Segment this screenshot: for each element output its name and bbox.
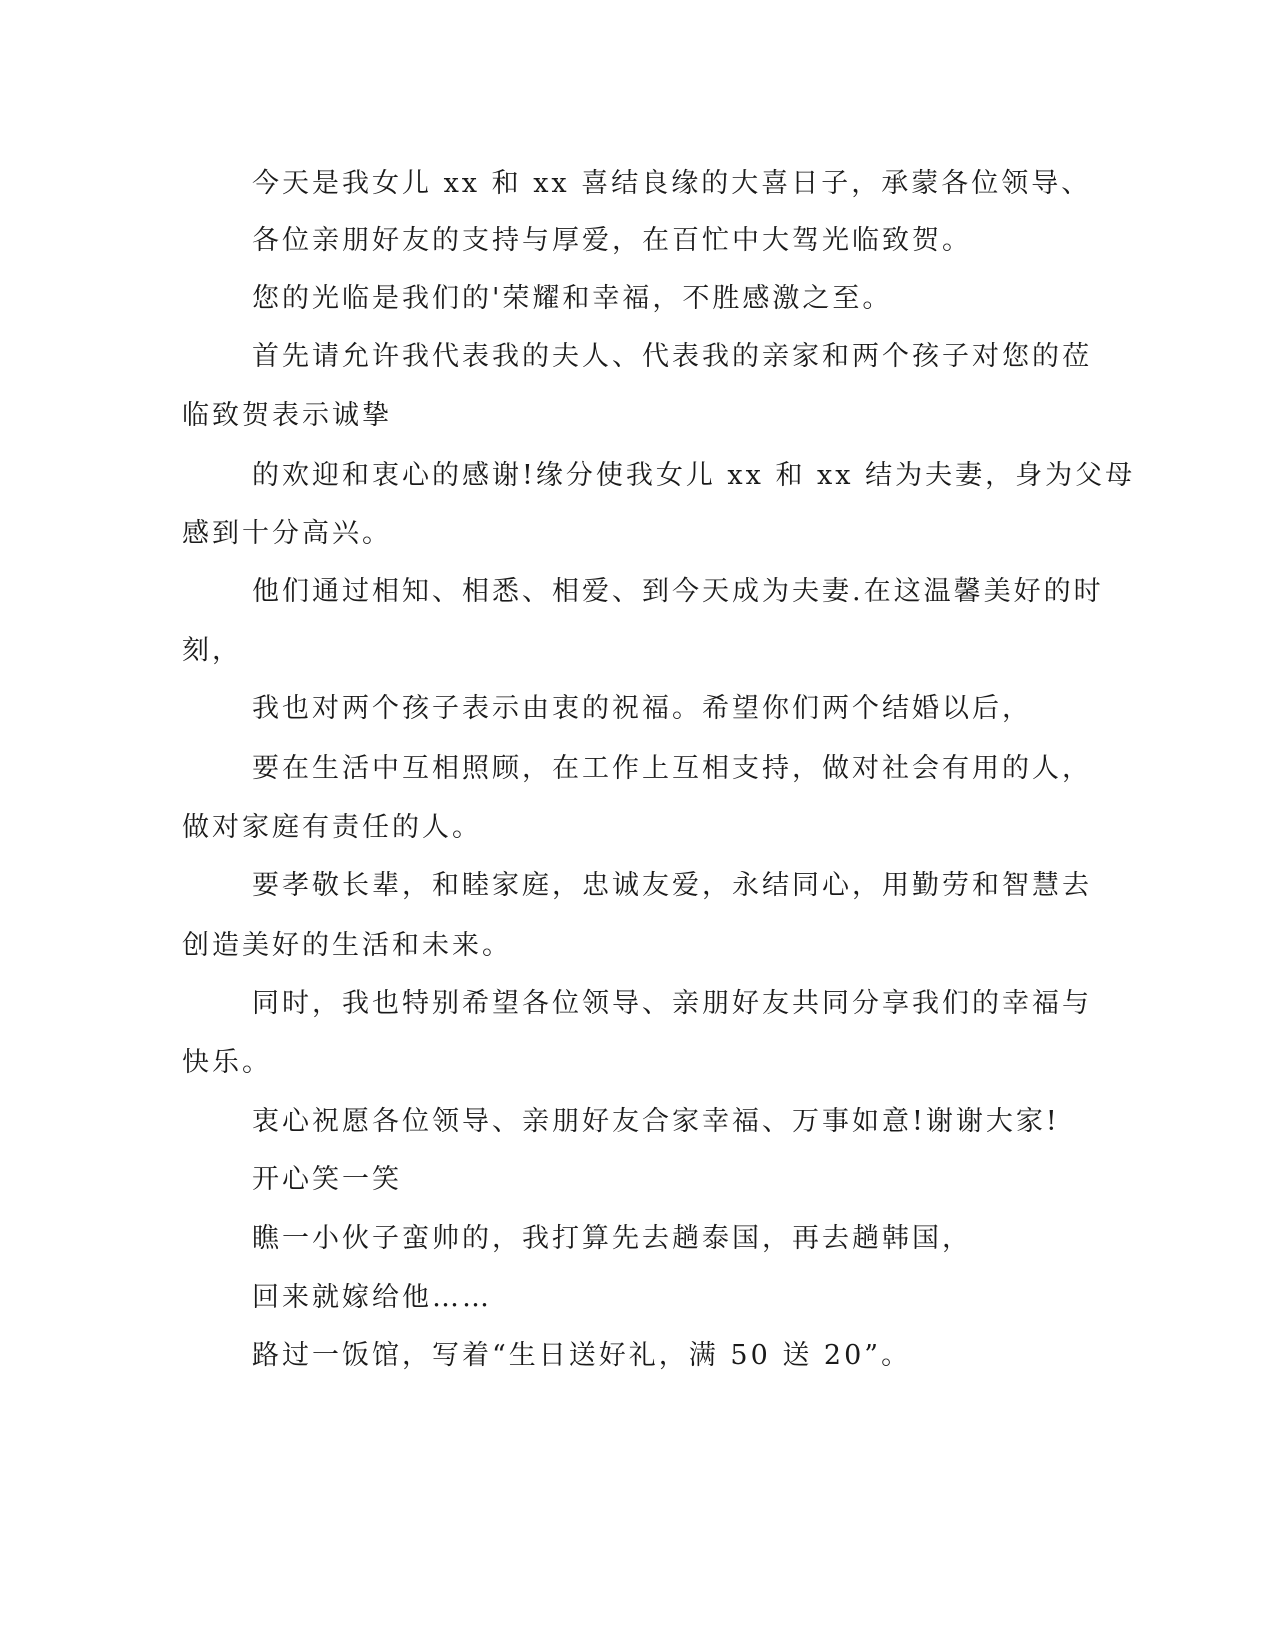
text-line: 刻， <box>182 635 242 666</box>
text-line: 各位亲朋好友的支持与厚爱，在百忙中大驾光临致贺。 <box>252 225 972 256</box>
text-line: 要在生活中互相照顾，在工作上互相支持，做对社会有用的人， <box>252 753 1092 784</box>
text-line: 路过一饭馆，写着“生日送好礼，满 50 送 20”。 <box>252 1340 912 1371</box>
text-line: 他们通过相知、相悉、相爱、到今天成为夫妻.在这温馨美好的时 <box>252 576 1104 607</box>
text-line: 临致贺表示诚挚 <box>182 400 392 431</box>
text-line: 感到十分高兴。 <box>182 518 392 549</box>
text-line: 首先请允许我代表我的夫人、代表我的亲家和两个孩子对您的莅 <box>252 341 1092 372</box>
text-line: 同时，我也特别希望各位领导、亲朋好友共同分享我们的幸福与 <box>252 988 1092 1019</box>
text-line: 快乐。 <box>182 1047 272 1078</box>
text-line: 要孝敬长辈，和睦家庭，忠诚友爱，永结同心，用勤劳和智慧去 <box>252 870 1092 901</box>
text-line: 您的光临是我们的'荣耀和幸福，不胜感激之至。 <box>252 283 893 314</box>
text-line: 的欢迎和衷心的感谢!缘分使我女儿 xx 和 xx 结为夫妻，身为父母 <box>252 460 1136 491</box>
text-line: 瞧一小伙子蛮帅的，我打算先去趟泰国，再去趟韩国， <box>252 1223 972 1254</box>
text-line: 创造美好的生活和未来。 <box>182 930 512 961</box>
text-line: 今天是我女儿 xx 和 xx 喜结良缘的大喜日子，承蒙各位领导、 <box>252 168 1092 199</box>
text-line: 开心笑一笑 <box>252 1164 402 1195</box>
text-line: 做对家庭有责任的人。 <box>182 812 482 843</box>
text-line: 我也对两个孩子表示由衷的祝福。希望你们两个结婚以后， <box>252 693 1032 724</box>
text-line: 回来就嫁给他…… <box>252 1282 492 1313</box>
text-line: 衷心祝愿各位领导、亲朋好友合家幸福、万事如意!谢谢大家! <box>252 1106 1060 1137</box>
